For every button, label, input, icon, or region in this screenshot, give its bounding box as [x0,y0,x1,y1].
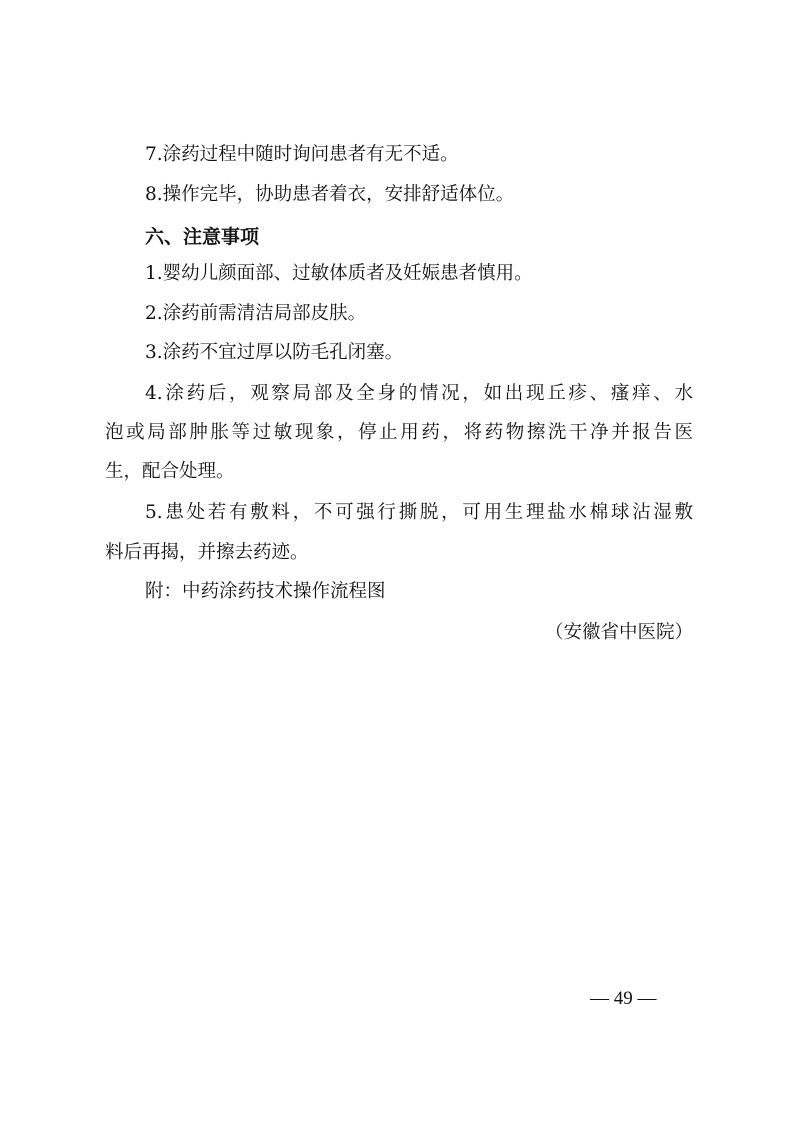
precaution-4-line-3: 生，配合处理。 [105,461,235,482]
step-7-text: 7.涂药过程中随时询问患者有无不适。 [145,144,459,165]
precaution-4-line-2: 泡或局部肿胀等过敏现象，停止用药，将药物擦洗干净并报告医 [105,422,693,443]
precaution-5-line-1: 5.患处若有敷料，不可强行撕脱，可用生理盐水棉球沾湿敷 [145,502,693,523]
precaution-5-line-2: 料后再揭，并擦去药迹。 [105,542,309,563]
attachment-text: 附：中药涂药技术操作流程图 [145,581,386,602]
precaution-1-text: 1.婴幼儿颜面部、过敏体质者及妊娠患者慎用。 [145,263,533,284]
step-8-text: 8.操作完毕，协助患者着衣，安排舒适体位。 [145,184,515,205]
precaution-4-line-1: 4.涂药后，观察局部及全身的情况，如出现丘疹、瘙痒、水 [145,383,693,404]
section-heading-precautions: 六、注意事项 [145,226,260,248]
precaution-2-text: 2.涂药前需清洁局部皮肤。 [145,303,367,324]
source-institution: （安徽省中医院） [544,622,693,643]
page-number: — 49 — [590,988,657,1009]
precaution-3-text: 3.涂药不宜过厚以防毛孔闭塞。 [145,342,404,363]
